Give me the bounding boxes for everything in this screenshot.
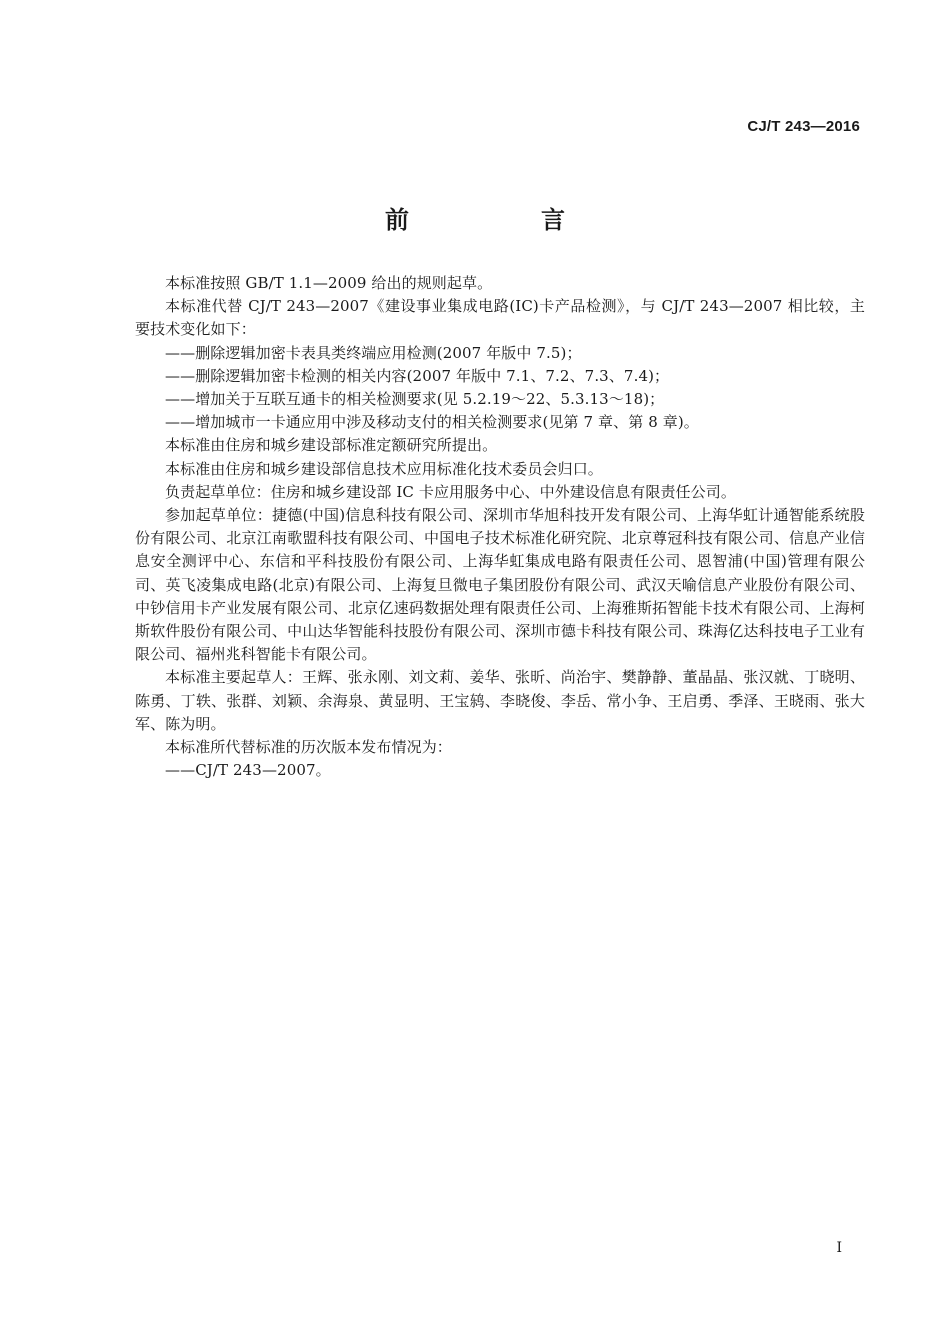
change-item: ——删除逻辑加密卡表具类终端应用检测(2007 年版中 7.5)； xyxy=(165,343,582,362)
standard-code: CJ/T 243—2016 xyxy=(747,118,860,135)
paragraph-proposer: 本标准由住房和城乡建设部标准定额研究所提出。 xyxy=(165,436,498,455)
paragraph-administrator: 本标准由住房和城乡建设部信息技术应用标准化技术委员会归口。 xyxy=(165,459,603,478)
paragraph-main-drafters: 本标准主要起草人：王辉、张永刚、刘文莉、姜华、张昕、尚治宇、樊静静、董晶晶、张汉就、丁晓明、陈勇、丁轶、张群、刘颖、余海泉、黄显明、王宝鸫、李晓俊、李岳、常小争、王启勇、季泽、王晓雨、张大军、陈为明。 xyxy=(135,668,865,733)
paragraph-replacement: 本标准代替 CJ/T 243—2007《建设事业集成电路(IC)卡产品检测》，与 CJ/T 243—2007 相比较，主要技术变化如下： xyxy=(135,297,865,339)
change-item: ——增加城市一卡通应用中涉及移动支付的相关检测要求(见第 7 章、第 8 章)。 xyxy=(165,413,699,432)
paragraph-drafting-rules: 本标准按照 GB/T 1.1—2009 给出的规则起草。 xyxy=(165,274,493,292)
paragraph-participating-drafters: 参加起草单位：捷德(中国)信息科技有限公司、深圳市华旭科技开发有限公司、上海华虹计通智能系统股份有限公司、北京江南歌盟科技有限公司、中国电子技术标准化研究院、北京尊冠科技有限公司、信息产业信息安全测评中心、东信和平科技股份有限公司、上海华虹集成电路有限责任公司、恩智浦(中国)管理有限公司、英飞凌集成电路(北京)有限公司、上海复旦微电子集团股份有限公司、武汉天喻信息产业股份有限公司、中钞信用卡产业发展有限公司、北京亿速码数据处理有限责任公司、上海雅斯拓智能卡技术有限公司、上海柯斯软件股份有限公司、中山达华智能科技股份有限公司、深圳市德卡科技有限公司、珠海亿达科技电子工业有限公司、福州兆科智能卡有限公司。 xyxy=(135,506,865,664)
change-item: ——增加关于互联互通卡的相关检测要求(见 5.2.19～22、5.3.13～18)； xyxy=(165,390,665,409)
page-number: I xyxy=(836,1240,842,1256)
paragraph-version-history: 本标准所代替标准的历次版本发布情况为： xyxy=(165,738,452,757)
paragraph-lead-drafters: 负责起草单位：住房和城乡建设部 IC 卡应用服务中心、中外建设信息有限责任公司。 xyxy=(165,482,736,501)
foreword-body xyxy=(135,272,865,782)
page-title: 前 言 xyxy=(385,206,619,234)
change-item: ——删除逻辑加密卡检测的相关内容(2007 年版中 7.1、7.2、7.3、7.4)； xyxy=(165,366,670,385)
version-item: ——CJ/T 243—2007。 xyxy=(165,761,331,780)
